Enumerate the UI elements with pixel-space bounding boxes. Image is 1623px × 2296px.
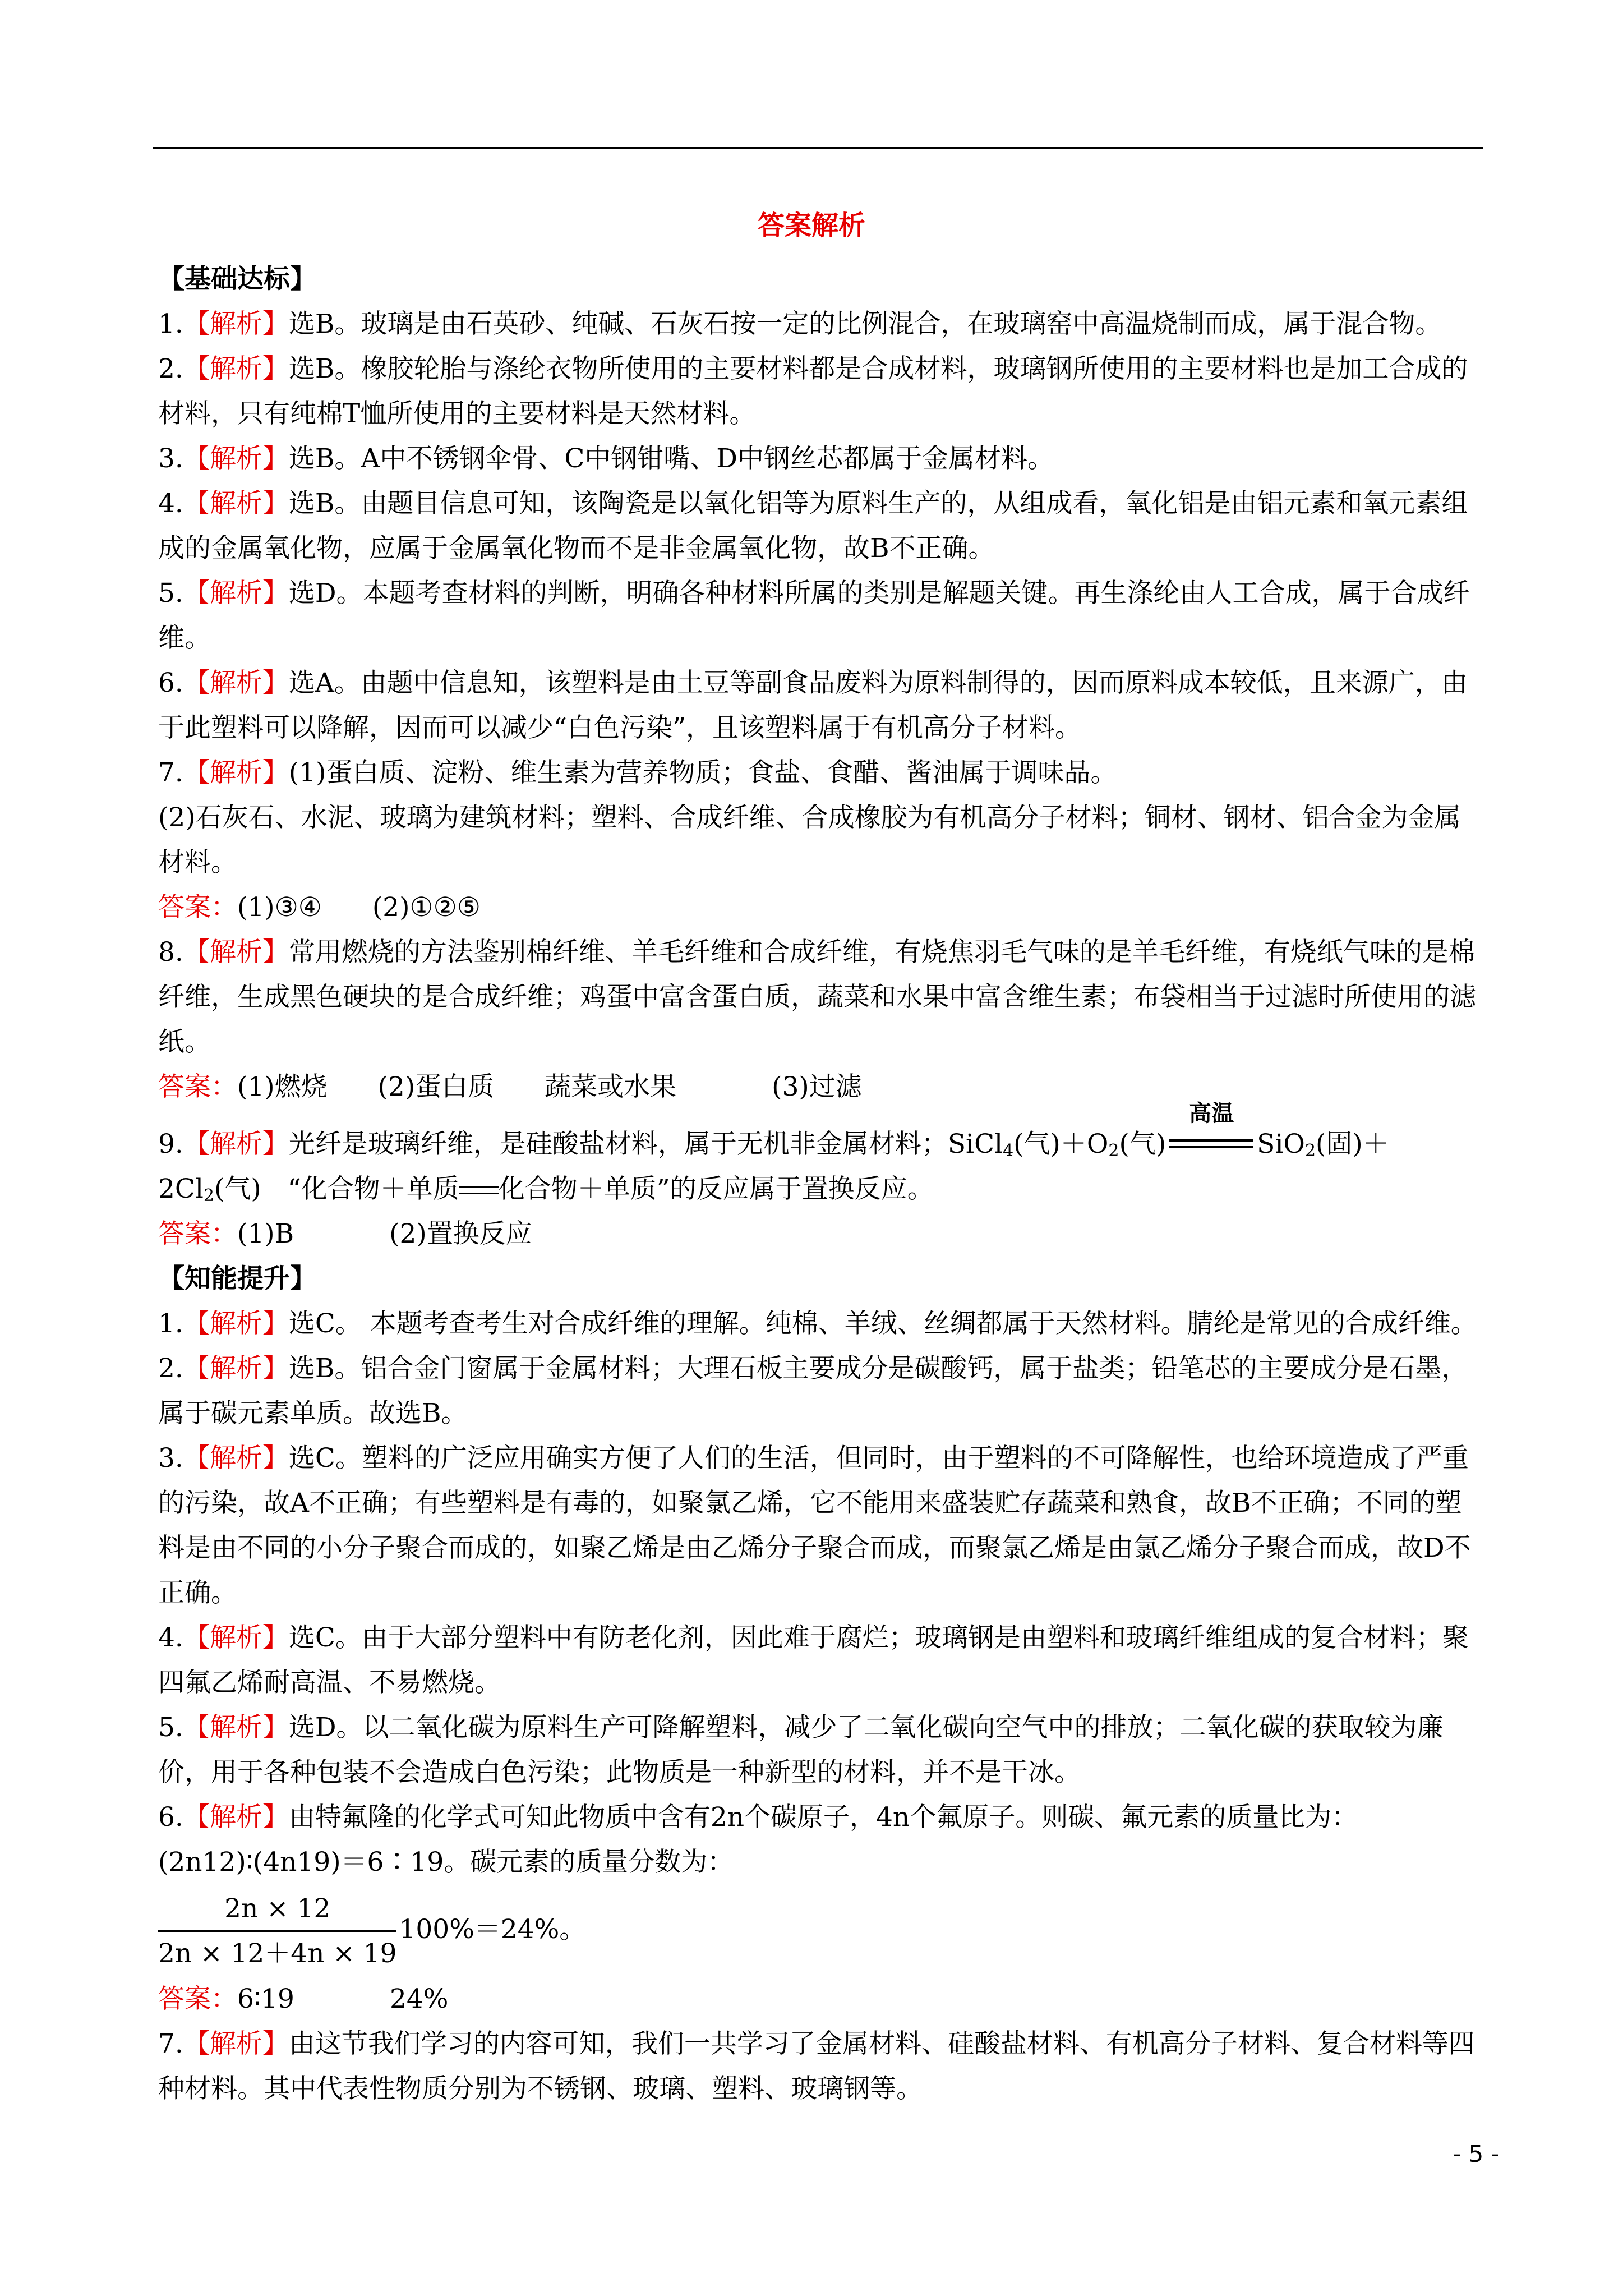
analysis-tag: 【解析】 (183, 1443, 289, 1474)
page-title: 答案解析 (757, 210, 865, 241)
answer-item-basic-2: 2.【解析】选B。橡胶轮胎与涤纶衣物所使用的主要材料都是合成材料，玻璃钢所使用的主要材料也是加工合成的材料，只有纯棉T恤所使用的主要材料是天然材料。 (158, 353, 1468, 429)
answer-item-basic-5: 5.【解析】选D。本题考查材料的判断，明确各种材料所属的类别是解题关键。再生涤纶由人工合成，属于合成纤维。 (158, 578, 1470, 654)
analysis-tag: 【解析】 (183, 1308, 289, 1339)
answer-line-basic-9: 答案：(1)B (2)置换反应 (158, 1218, 532, 1249)
header-rule (153, 147, 1483, 149)
analysis-tag: 【解析】 (183, 1129, 289, 1159)
answer-item-basic-6: 6.【解析】选A。由题中信息知，该塑料是由土豆等副食品废料为原料制得的，因而原料成本较低，且来源广，由于此塑料可以降解，因而可以减少“白色污染”，且该塑料属于有机高分子材料。 (158, 668, 1468, 743)
fraction-denominator: 2n × 12＋4n × 19 (158, 1930, 396, 1972)
answer-item-basic-1: 1.【解析】选B。玻璃是由石英砂、纯碱、石灰石按一定的比例混合，在玻璃窑中高温烧制而成，属于混合物。 (158, 309, 1442, 339)
section-heading-advanced: 【知能提升】 (158, 1263, 316, 1294)
reaction-condition: 高温 (1189, 1101, 1234, 1126)
analysis-tag: 【解析】 (183, 443, 289, 474)
answer-line-basic-7: 答案：(1)③④ (2)①②⑤ (158, 892, 481, 923)
answer-item-basic-8: 8.【解析】常用燃烧的方法鉴别棉纤维、羊毛纤维和合成纤维，有烧焦羽毛气味的是羊毛纤维，有烧纸气味的是棉纤维，生成黑色硬块的是合成纤维；鸡蛋中富含蛋白质，蔬菜和水果中富含维生素；布袋相当于过滤时所使用的滤纸。 (158, 937, 1476, 1057)
analysis-tag: 【解析】 (183, 937, 289, 968)
answer-item-advanced-1: 1.【解析】选C。 本题考查考生对合成纤维的理解。纯棉、羊绒、丝绸都属于天然材料。腈纶是常见的合成纤维。 (158, 1308, 1477, 1339)
answer-item-advanced-6: 6.【解析】由特氟隆的化学式可知此物质中含有2n个碳原子，4n个氟原子。则碳、氟元素的质量比为：(2n12)∶(4n19)＝6∶19。碳元素的质量分数为： (158, 1802, 1358, 1878)
analysis-tag: 【解析】 (183, 1353, 289, 1384)
reaction-equals-sign (1169, 1101, 1253, 1157)
analysis-tag: 【解析】 (183, 578, 289, 609)
answer-item-advanced-2: 2.【解析】选B。铝合金门窗属于金属材料；大理石板主要成分是碳酸钙，属于盐类；铅笔芯的主要成分是石墨，属于碳元素单质。故选B。 (158, 1353, 1468, 1429)
fraction-numerator: 2n × 12 (224, 1893, 331, 1924)
answer-item-basic-9: 9.【解析】光纤是玻璃纤维，是硅酸盐材料，属于无机非金属材料；SiCl$_4$(气)$+O_2$(气) 高温 SiO$_2$(固)＋ $2Cl_2$(气) “化合物＋单质 化合物＋单质”的反应属于置换反应。 (158, 1101, 1389, 1205)
answer-item-basic-7-extra: (2)石灰石、水泥、玻璃为建筑材料；塑料、合成纤维、合成橡胶为有机高分子材料；铜材、钢材、铝合金为金属材料。 (158, 802, 1461, 878)
analysis-tag: 【解析】 (183, 309, 289, 339)
section-heading-basic: 【基础达标】 (158, 264, 316, 295)
equals-sign (459, 1185, 499, 1197)
answer-item-advanced-7: 7.【解析】由这节我们学习的内容可知，我们一共学习了金属材料、硅酸盐材料、有机高分子材料、复合材料等四种材料。其中代表性物质分别为不锈钢、玻璃、塑料、玻璃钢等。 (158, 2028, 1475, 2104)
answer-line-advanced-6: 答案：6∶19 24% (158, 1984, 449, 2014)
analysis-tag: 【解析】 (183, 1802, 289, 1833)
answer-item-basic-7: 7.【解析】(1)蛋白质、淀粉、维生素为营养物质；食盐、食醋、酱油属于调味品。 (158, 757, 1117, 788)
answer-item-advanced-4: 4.【解析】选C。由于大部分塑料中有防老化剂，因此难于腐烂；玻璃钢是由塑料和玻璃纤维组成的复合材料；聚四氟乙烯耐高温、不易燃烧。 (158, 1622, 1469, 1698)
analysis-tag: 【解析】 (183, 353, 289, 384)
analysis-tag: 【解析】 (183, 1712, 289, 1743)
answer-item-basic-4: 4.【解析】选B。由题目信息可知，该陶瓷是以氧化铝等为原料生产的，从组成看，氧化铝是由铝元素和氧元素组成的金属氧化物，应属于金属氧化物而不是非金属氧化物，故B不正确。 (158, 488, 1468, 564)
analysis-tag: 【解析】 (183, 757, 289, 788)
analysis-tag: 【解析】 (183, 2028, 289, 2059)
analysis-tag: 【解析】 (183, 488, 289, 519)
analysis-tag: 【解析】 (183, 668, 289, 698)
answer-item-advanced-3: 3.【解析】选C。塑料的广泛应用确实方便了人们的生活，但同时，由于塑料的不可降解性，也给环境造成了严重的污染，故A不正确；有些塑料是有毒的，如聚氯乙烯，它不能用来盛装贮存蔬菜和熟食，故B不正确；不同的塑料是由不同的小分子聚合而成的，如聚乙烯是由乙烯分子聚合而成，而聚氯乙烯是由氯乙烯分子聚合而成，故D不正确。 (158, 1443, 1471, 1608)
answer-line-basic-8: 答案：(1)燃烧 (2)蛋白质 蔬菜或水果 (3)过滤 (158, 1071, 862, 1102)
answer-content (158, 257, 1484, 2111)
answer-item-advanced-5: 5.【解析】选D。以二氧化碳为原料生产可降解塑料，减少了二氧化碳向空气中的排放；二氧化碳的获取较为廉价，用于各种包装不会造成白色污染；此物质是一种新型的材料，并不是干冰。 (158, 1712, 1444, 1788)
page-number: - 5 - (1453, 2140, 1500, 2168)
mass-fraction-formula: $\frac{2n \times 12}{2n \times 12+4n \times 19}$ 100%＝24%。 (158, 1890, 1484, 1972)
fraction (158, 1890, 396, 1972)
answer-item-basic-3: 3.【解析】选B。A中不锈钢伞骨、C中钢钳嘴、D中钢丝芯都属于金属材料。 (158, 443, 1054, 474)
analysis-tag: 【解析】 (183, 1622, 289, 1653)
